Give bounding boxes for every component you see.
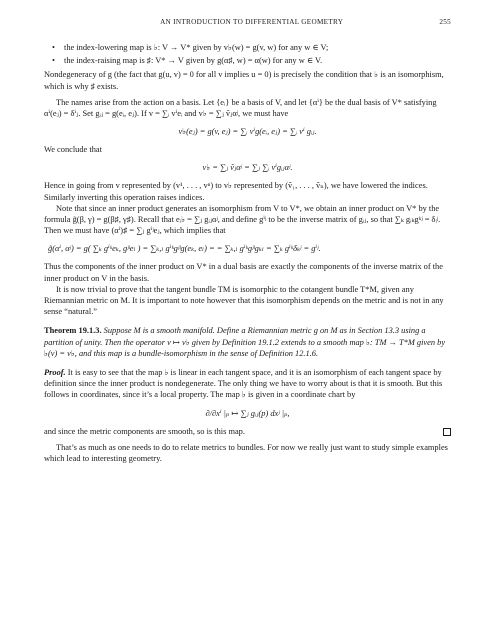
proof-heading: Proof. (44, 368, 66, 378)
paragraph-tangent-cotangent: It is now trivial to prove that the tangent bundle TM is isomorphic to the cotangent bundle T*M, given any Riemannian metric on M. It is important to note however that this isomorphism depends on the metric and is not in any sense “natural.” (44, 284, 444, 317)
theorem-heading: Theorem 19.1.3. (44, 326, 102, 336)
equation-vflat-ej: v♭(eⱼ) = g(v, eⱼ) = ∑ᵢ vⁱg(eᵢ, eⱼ) = ∑ᵢ vⁱ gᵢⱼ. (178, 127, 317, 137)
qed-square-icon (443, 428, 451, 436)
theorem-text: Suppose M is a smooth manifold. Define a Riemannian metric g on M as in Section 13.3 using a partition of unity. Then the operator v ↦ v♭ given by Definition 19.1.2 extends to a smooth map ♭: TM → T*M given by ♭(v) = v♭, and this map is a bundle-isomorphism in the sense of Definition 12.1.6. (44, 326, 446, 358)
bullet-index-raising: • the index-raising map is ♯: V* → V given by g(α♯, w) = α(w) for any w ∈ V. (44, 55, 451, 66)
proof (44, 367, 451, 401)
theorem-19-1-3 (44, 325, 451, 359)
bullet-index-lowering: • the index-lowering map is ♭: V → V* given by v♭(w) = g(v, w) for any w ∈ V; (44, 42, 451, 53)
proof-end (44, 426, 451, 437)
page-number: 255 (439, 18, 451, 26)
equation-inverse-metric: g̃(αⁱ, αʲ) = g( ∑ₖ gⁱᵏeₖ, gʲˡeₗ ) = ∑ₖ,ₗ gⁱᵏgʲˡg(eₖ, eₗ) = = ∑ₖ,ₗ gⁱᵏgʲˡgₖₗ = ∑ₖ gⁱᵏδₖʲ = gⁱʲ. (48, 244, 321, 254)
proof-text: It is easy to see that the map ♭ is linear in each tangent space, and it is an isomorphism of each tangent space by definition since the inner product is nondegenerate. The only thing we have to worry about is that it is smooth. But this follows in coordinates, since it’s a local property. The map ♭ is given in a coordinate chart by (44, 368, 443, 400)
bullet-list (44, 42, 451, 66)
equation-vflat: v♭ = ∑ⱼ ṽⱼαʲ = ∑ⱼ ∑ᵢ vⁱgᵢⱼαʲ. (202, 163, 293, 173)
paragraph-lowered-indices: Hence in going from v represented by (v¹, . . . , vⁿ) to v♭ represented by (ṽ₁, . . . , ṽₙ), we have lowered the indices. Similarly inverting this operation raises indices. (44, 181, 428, 202)
paragraph-basis: The names arise from the action on a basis. Let {eᵢ} be a basis of V, and let {αⁱ} be the dual basis of V* satisfying αⁱ(eⱼ) = δⁱⱼ. Set gᵢⱼ = g(eᵢ, eⱼ). If v = ∑ᵢ vⁱeᵢ and v♭ = ∑ⱼ ṽⱼαʲ, we must have (44, 97, 437, 119)
label-conclude: We conclude that (44, 145, 102, 155)
proof-equation: ∂/∂xⁱ |ₚ ↦ ∑ⱼ gᵢⱼ(p) dxʲ |ₚ, (205, 408, 290, 418)
proof-end-text: and since the metric components are smooth, so is this map. (44, 426, 245, 436)
running-header (44, 18, 451, 26)
paragraph-final: That’s as much as one needs to do to relate metrics to bundles. For now we really just want to study simple examples which lead to interesting geometry. (44, 442, 448, 464)
paragraph-components: Thus the components of the inner product on V* in a dual basis are exactly the components of the inverse matrix of the inner product on V in the basis. (44, 262, 443, 283)
header-title: AN INTRODUCTION TO DIFFERENTIAL GEOMETRY (160, 18, 344, 26)
page (44, 18, 451, 464)
paragraph-nondegeneracy: Nondegeneracy of g (the fact that g(u, v) = 0 for all v implies u = 0) is precisely the condition that ♭ is an isomorphism, which is why ♯ exists. (44, 70, 444, 91)
paragraph-dual-inner-product: Note that since an inner product generates an isomorphism from V to V*, we obtain an inner product on V* by the formula g̃(β, γ) = g(β♯, γ♯). Recall that eᵢ♭ = ∑ⱼ gᵢⱼαʲ, and define gⁱʲ to be the inverse matrix of gᵢⱼ, so that ∑ₖ gᵢₖgᵏʲ = δᵢʲ. Then we must have (αⁱ)♯ = ∑ⱼ gⁱʲeⱼ, which implies that (44, 203, 441, 236)
